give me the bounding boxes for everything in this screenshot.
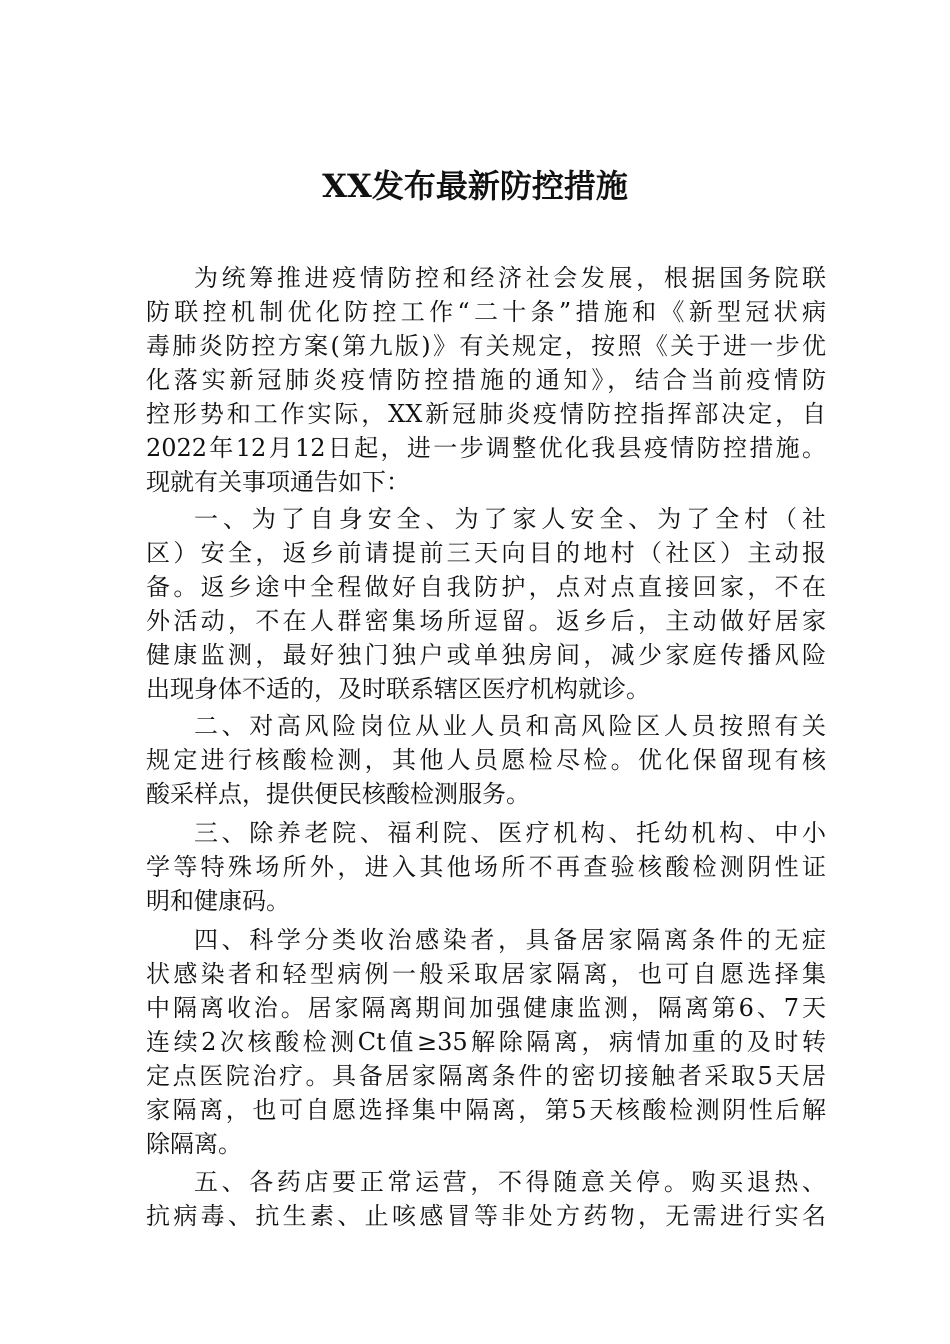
text-line: 家隔离，也可自愿选择集中隔离，第5天核酸检测阴性后解 [146,1096,826,1124]
text-line: 备。返乡途中全程做好自我防护，点对点直接回家，不在 [146,573,826,601]
text-line: 一、为了自身安全、为了家人安全、为了全村（社 [194,505,826,533]
text-line: 规定进行核酸检测，其他人员愿检尽检。优化保留现有核 [146,746,826,774]
document-title: XX发布最新防控措施 [322,167,628,205]
text-line: 五、各药店要正常运营，不得随意关停。购买退热、 [194,1168,826,1196]
text-line: 中隔离收治。居家隔离期间加强健康监测，隔离第6、7天 [146,994,826,1022]
text-line: 连续2次核酸检测Ct值≥35解除隔离，病情加重的及时转 [146,1028,826,1056]
text-line: 为统筹推进疫情防控和经济社会发展，根据国务院联 [194,264,826,292]
text-line: 出现身体不适的，及时联系辖区医疗机构就诊。 [146,675,650,703]
text-line: 定点医院治疗。具备居家隔离条件的密切接触者采取5天居 [146,1062,826,1090]
text-line: 健康监测，最好独门独户或单独房间，减少家庭传播风险 [146,641,826,669]
text-line: 外活动，不在人群密集场所逗留。返乡后，主动做好居家 [146,607,826,635]
text-line: 三、除养老院、福利院、医疗机构、托幼机构、中小 [194,819,826,847]
text-line: 四、科学分类收治感染者，具备居家隔离条件的无症 [194,926,826,954]
text-line: 区）安全，返乡前请提前三天向目的地村（社区）主动报 [146,539,826,567]
text-line: 除隔离。 [146,1130,242,1158]
text-line: 2022年12月12日起，进一步调整优化我县疫情防控措施。 [146,434,826,462]
text-line: 毒肺炎防控方案(第九版)》有关规定，按照《关于进一步优 [146,332,826,360]
text-line: 抗病毒、抗生素、止咳感冒等非处方药物，无需进行实名 [146,1202,826,1230]
text-line: 二、对高风险岗位从业人员和高风险区人员按照有关 [194,712,826,740]
text-line: 防联控机制优化防控工作“二十条”措施和《新型冠状病 [146,298,826,326]
text-line: 控形势和工作实际，XX新冠肺炎疫情防控指挥部决定，自 [146,400,826,428]
text-line: 酸采样点，提供便民核酸检测服务。 [146,780,530,808]
text-line: 学等特殊场所外，进入其他场所不再查验核酸检测阴性证 [146,853,826,881]
text-line: 状感染者和轻型病例一般采取居家隔离，也可自愿选择集 [146,960,826,988]
text-line: 明和健康码。 [146,887,290,915]
text-line: 化落实新冠肺炎疫情防控措施的通知》，结合当前疫情防 [146,366,826,394]
text-line: 现就有关事项通告如下： [146,468,410,496]
